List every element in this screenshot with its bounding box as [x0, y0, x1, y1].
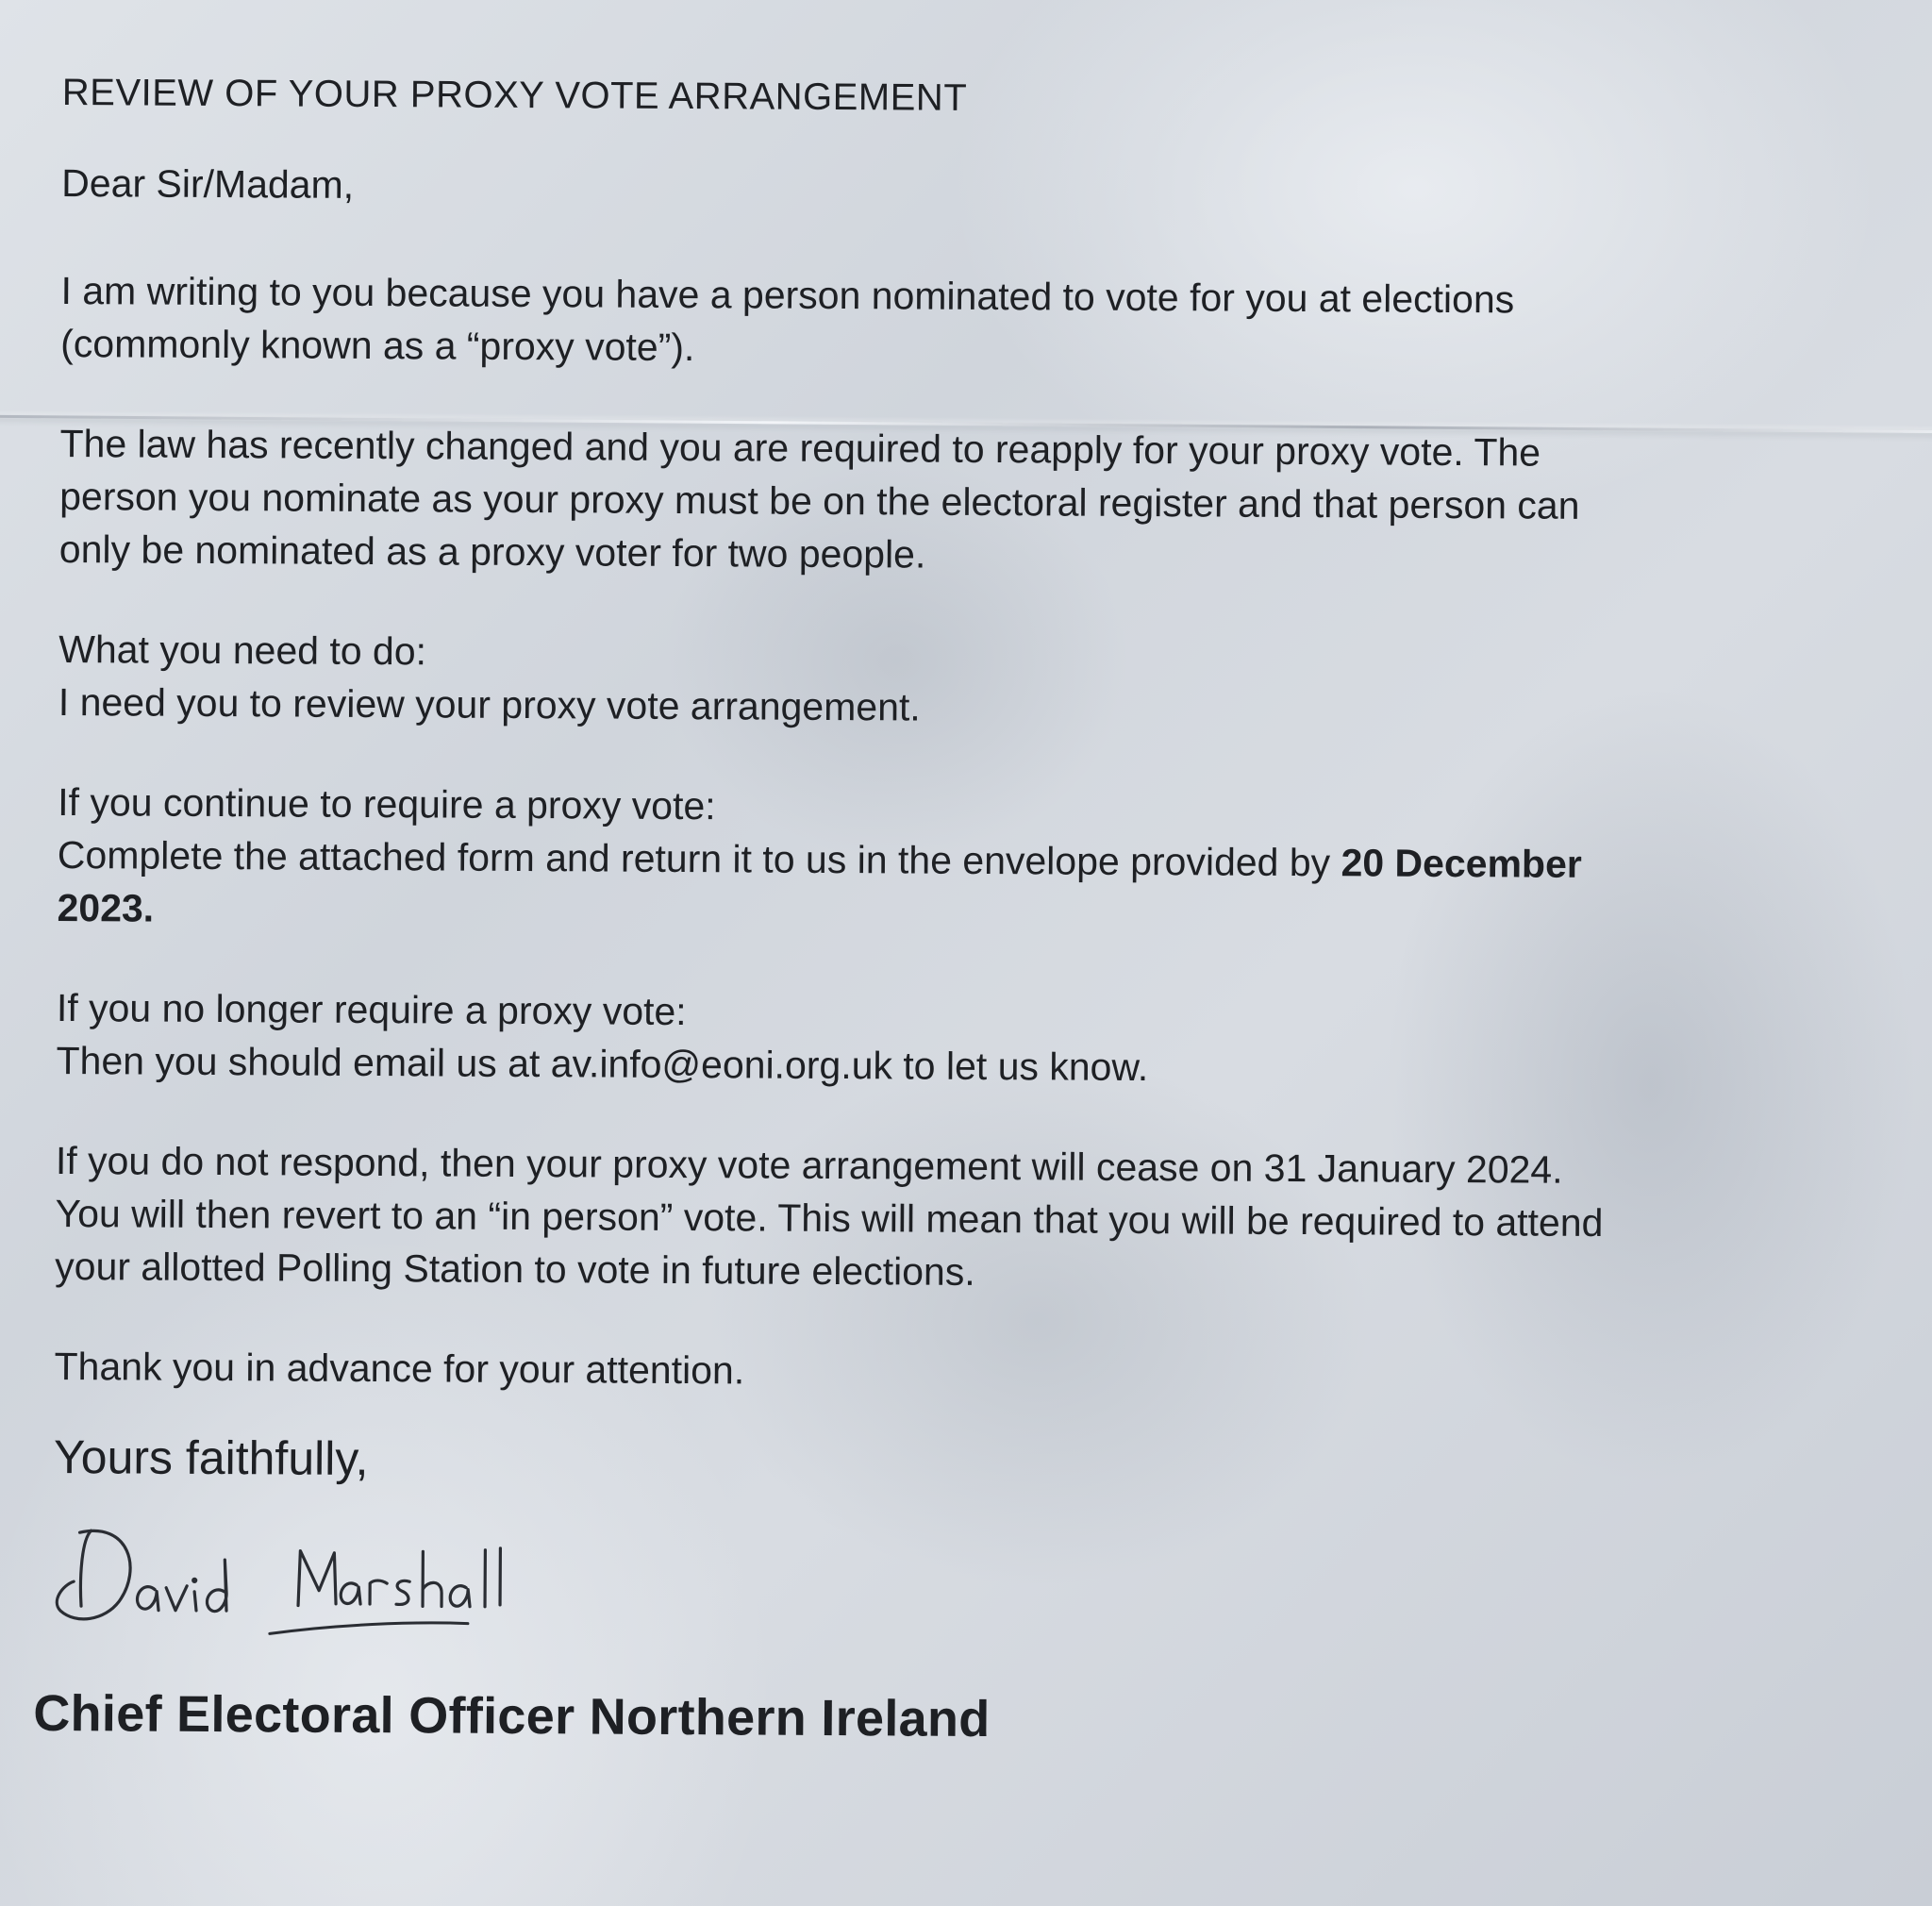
deadline-year: 2023. [57, 885, 155, 930]
handwritten-signature [53, 1512, 620, 1676]
deadline-date: 20 December [1341, 841, 1582, 886]
law-change-line: The law has recently changed and you are required to reapply for your proxy vote. The [59, 421, 1541, 475]
continue-proxy-section [57, 776, 1907, 945]
law-change-line: only be nominated as a proxy voter for two people. [58, 527, 926, 577]
deadline-year-line [57, 881, 1906, 945]
no-response-paragraph [55, 1134, 1905, 1304]
no-longer-label: If you no longer require a proxy vote: [56, 985, 687, 1034]
no-response-line: If you do not respond, then your proxy vote arrangement will cease on 31 January 2024. [55, 1138, 1563, 1192]
law-change-paragraph [59, 417, 1909, 587]
continue-proxy-instruction: Complete the attached form and return it to us in the envelope provided by [57, 832, 1341, 885]
no-longer-text-after: to let us know. [891, 1044, 1149, 1090]
continue-proxy-text [58, 828, 1907, 893]
no-response-line: You will then revert to an “in person” vote. This will mean that you will be required to attend [55, 1191, 1604, 1246]
no-longer-section [56, 981, 1906, 1098]
signatory-title: Chief Electoral Officer Northern Ireland [33, 1684, 991, 1748]
continue-proxy-label: If you continue to require a proxy vote: [58, 779, 716, 828]
what-to-do-label: What you need to do: [58, 627, 427, 674]
letter-heading: REVIEW OF YOUR PROXY VOTE ARRANGEMENT [61, 71, 968, 119]
thanks-line: Thank you in advance for your attention. [54, 1344, 745, 1393]
intro-line: I am writing to you because you have a person nominated to vote for you at elections [60, 268, 1515, 322]
no-longer-text [56, 1034, 1905, 1098]
what-to-do-section [58, 623, 1908, 740]
intro-paragraph [60, 264, 1910, 381]
no-response-line: your allotted Polling Station to vote in future elections. [55, 1244, 975, 1294]
contact-email: av.info@eoni.org.uk [550, 1042, 893, 1088]
signature-drawing [53, 1512, 620, 1676]
letter-body [33, 66, 1911, 1751]
law-change-line: person you nominate as your proxy must be on the electoral register and that person can [59, 474, 1580, 527]
what-to-do-text: I need you to review your proxy vote arrangement. [58, 679, 921, 729]
no-longer-text-before: Then you should email us at [56, 1038, 551, 1086]
closing: Yours faithfully, [53, 1430, 369, 1486]
intro-line: (commonly known as a “proxy vote”). [60, 321, 695, 370]
salutation: Dear Sir/Madam, [61, 160, 355, 207]
